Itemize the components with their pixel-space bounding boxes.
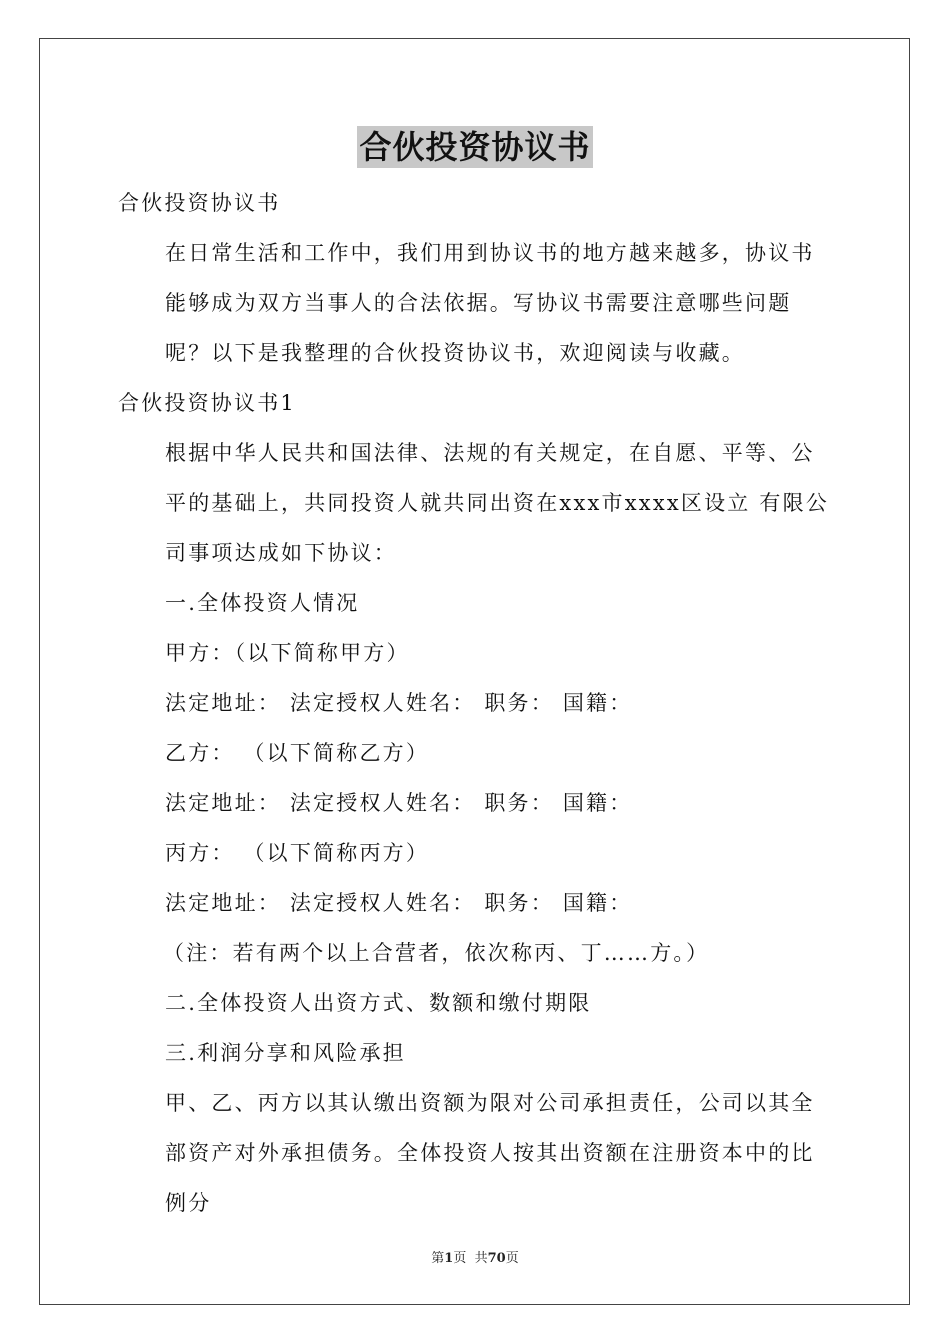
paragraph: 甲、乙、丙方以其认缴出资额为限对公司承担责任，公司以其全部资产对外承担债务。全体投资人按其出资额在注册资本中的比例分 [165,1091,815,1215]
document-body [118,178,834,1228]
footer-page-number: 1 [444,1251,454,1266]
paragraph: 法定地址： 法定授权人姓名： 职务： 国籍： [165,691,633,715]
document-title-container [0,126,950,168]
paragraph: 根据中华人民共和国法律、法规的有关规定，在自愿、平等、公平的基础上，共同投资人就共同出资在xxx市xxxx区设立 有限公司事项达成如下协议： [165,441,829,565]
note-paragraph: （注：若有两个以上合营者，依次称丙、丁……方。） [163,941,710,965]
footer-total-pages: 70 [487,1251,506,1266]
paragraph: 甲方：（以下简称甲方） [165,641,410,665]
paragraph: 法定地址： 法定授权人姓名： 职务： 国籍： [165,891,633,915]
paragraph: 乙方： （以下简称乙方） [165,741,430,765]
footer-suffix: 页 [505,1251,519,1266]
paragraph: 法定地址： 法定授权人姓名： 职务： 国籍： [165,791,633,815]
clause-heading: 三.利润分享和风险承担 [165,1041,406,1065]
paragraph: 在日常生活和工作中，我们用到协议书的地方越来越多，协议书能够成为双方当事人的合法依据。写协议书需要注意哪些问题呢？以下是我整理的合伙投资协议书，欢迎阅读与收藏。 [165,241,815,365]
paragraph: 合伙投资协议书 [118,191,281,215]
clause-heading: 一.全体投资人情况 [165,591,360,615]
footer-mid: 页 共 [453,1251,488,1266]
page-footer [0,1247,950,1266]
footer-prefix: 第 [431,1251,445,1266]
paragraph: 丙方： （以下简称丙方） [165,841,430,865]
section-heading: 合伙投资协议书1 [118,391,296,415]
clause-heading: 二.全体投资人出资方式、数额和缴付期限 [165,991,592,1015]
document-title: 合伙投资协议书 [359,128,591,166]
